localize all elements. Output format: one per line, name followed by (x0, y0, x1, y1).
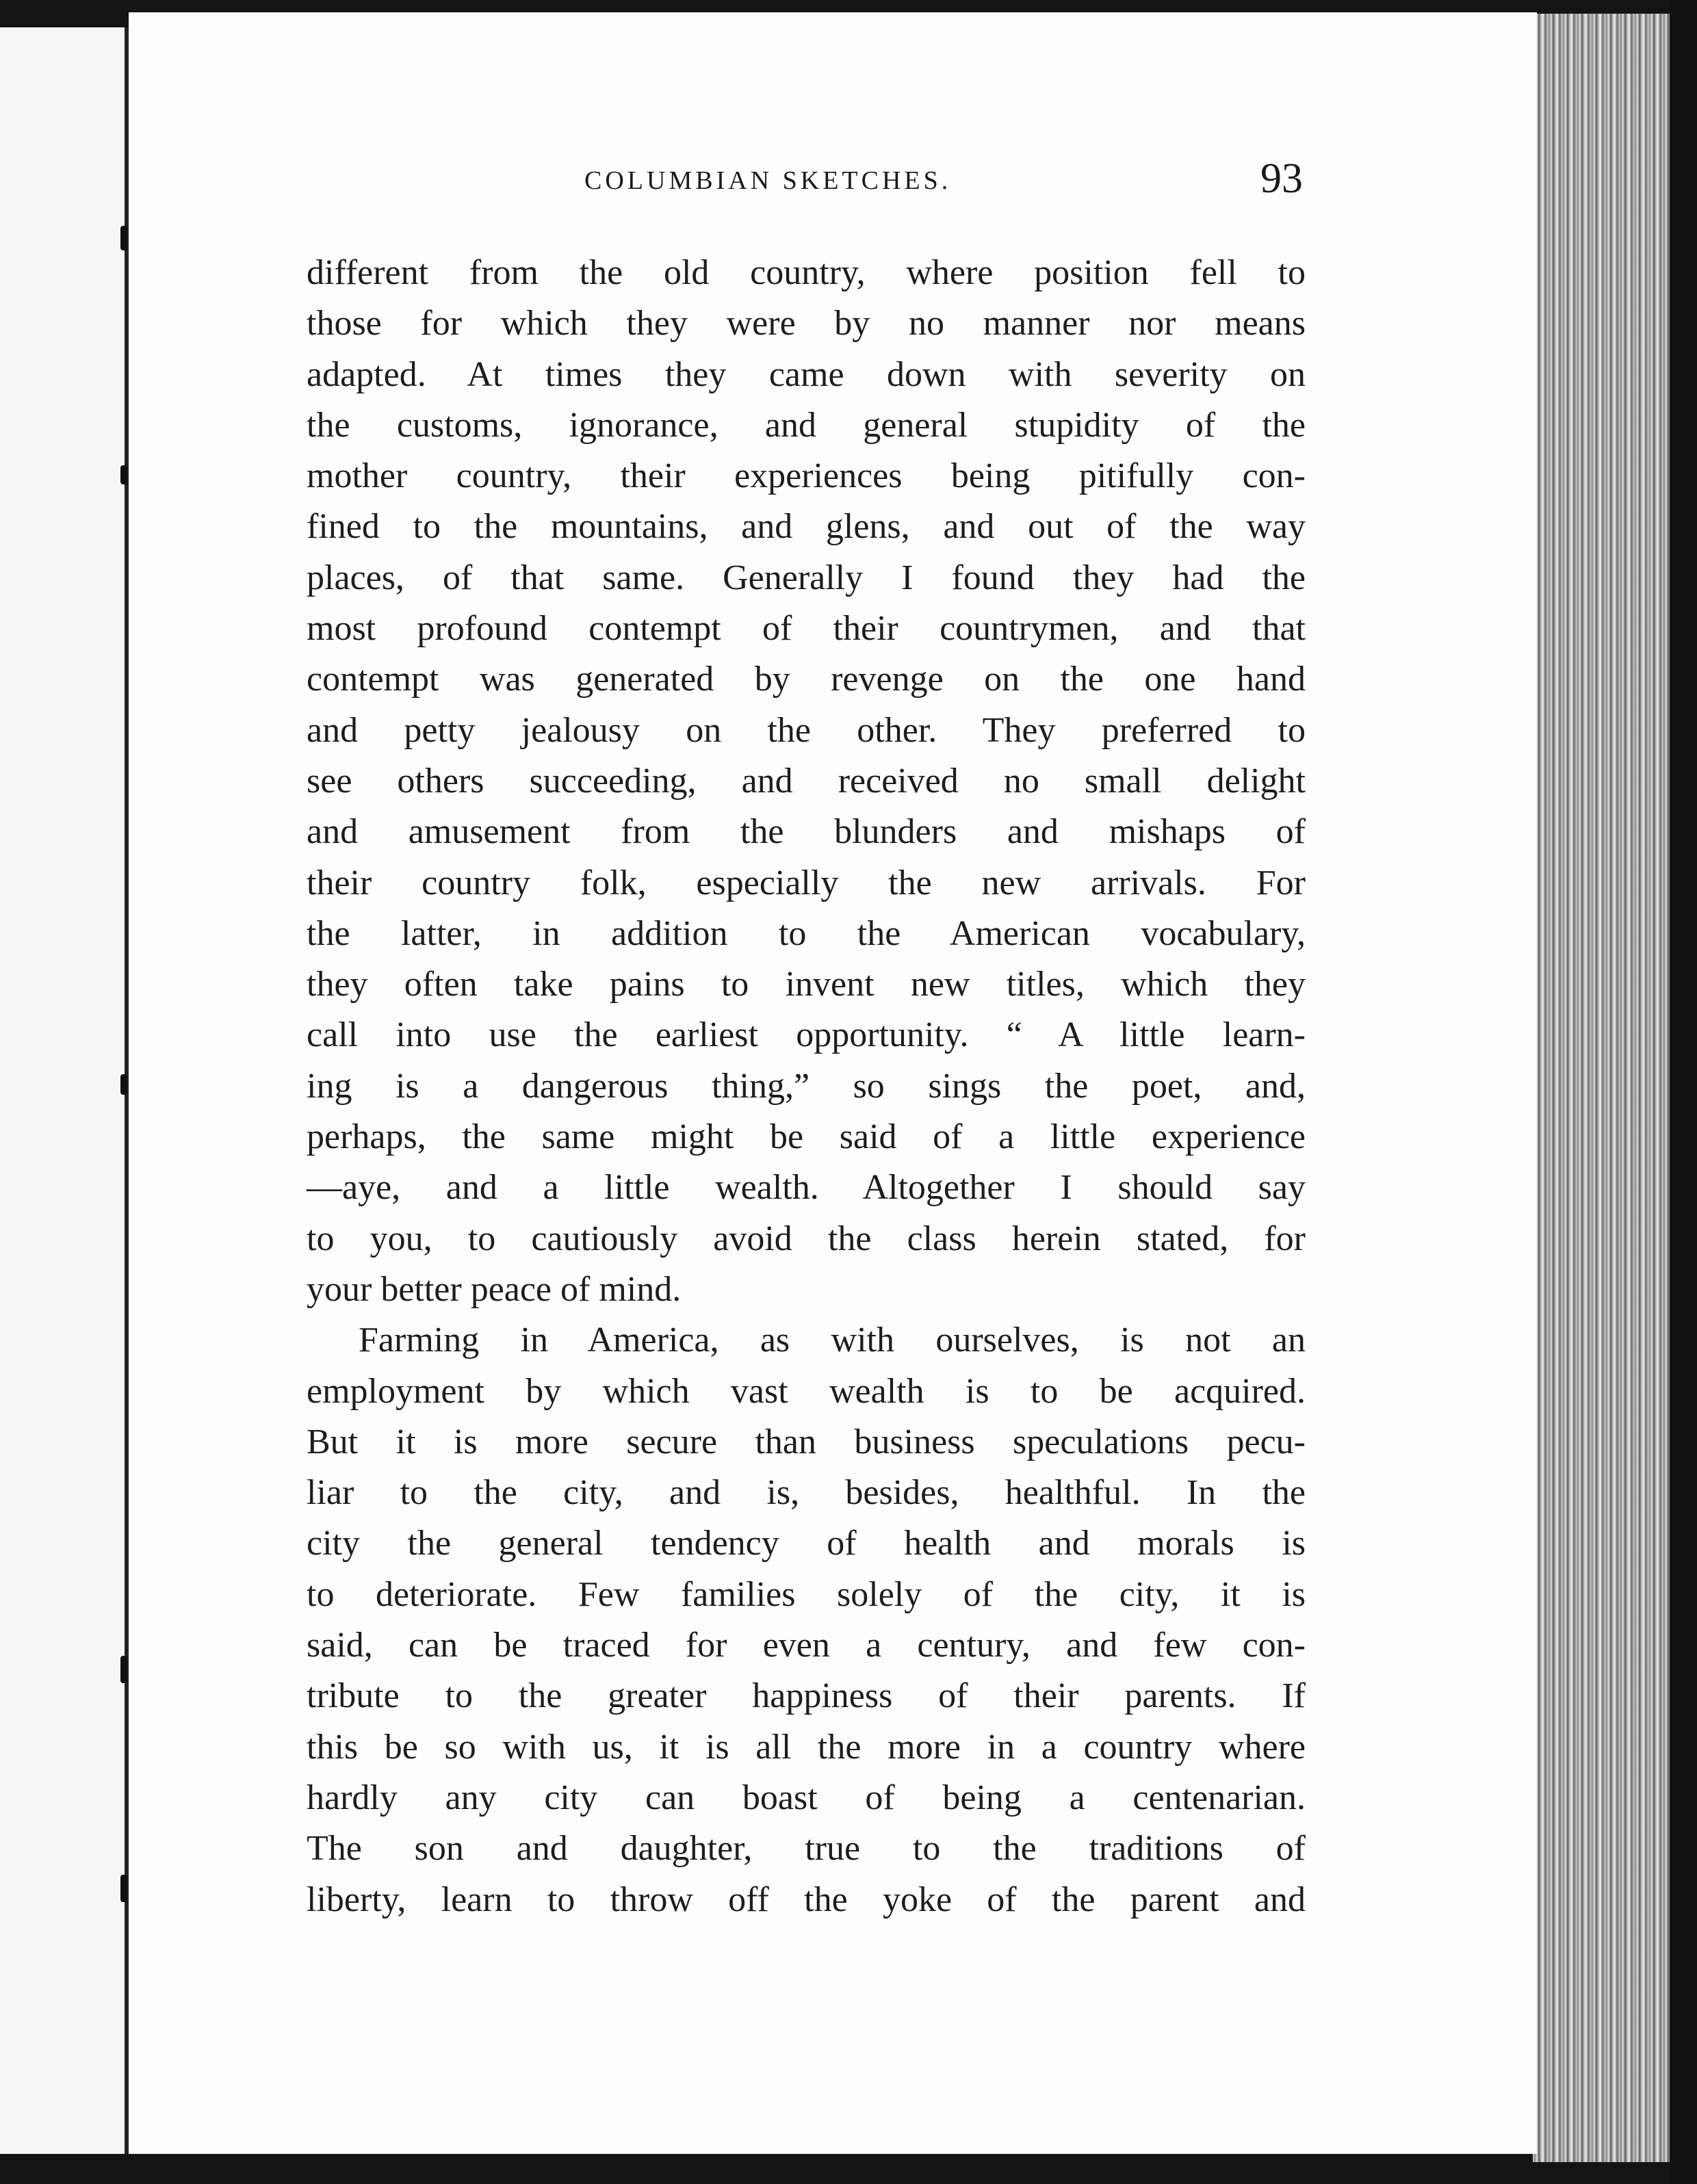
text-line: ing is a dangerous thing,” so sings the poet, and, (307, 1066, 1306, 1106)
text-line: call into use the earliest opportunity. “ A little learn- (307, 1015, 1306, 1055)
body-text (307, 248, 1306, 1925)
text-line: hardly any city can boast of being a centenarian. (307, 1778, 1306, 1817)
text-line: The son and daughter, true to the traditions of (307, 1829, 1306, 1869)
text-line: to you, to cautiously avoid the class herein stated, for (307, 1219, 1306, 1258)
text-line: adapted. At times they came down with severity on (307, 354, 1306, 394)
text-line: perhaps, the same might be said of a little experience (307, 1117, 1306, 1157)
text-line: the latter, in addition to the American vocabulary, (307, 913, 1306, 953)
text-line: city the general tendency of health and morals is (307, 1524, 1306, 1563)
text-line: see others succeeding, and received no small delight (307, 761, 1306, 801)
binding-mark (120, 465, 127, 484)
text-line: their country folk, especially the new arrivals. For (307, 863, 1306, 902)
text-line: —aye, and a little wealth. Altogether I should say (307, 1168, 1306, 1208)
text-line: places, of that same. Generally I found they had the (307, 558, 1306, 597)
text-line: most profound contempt of their countrymen, and that (307, 609, 1306, 649)
binding-mark (120, 226, 127, 250)
text-line: to deteriorate. Few families solely of the city, it is (307, 1574, 1306, 1614)
text-line: mother country, their experiences being pitifully con- (307, 456, 1306, 496)
text-line: employment by which vast wealth is to be acquired. (307, 1371, 1306, 1411)
text-line: and amusement from the blunders and mishaps of (307, 812, 1306, 852)
text-line: and petty jealousy on the other. They preferred to (307, 710, 1306, 750)
text-line: said, can be traced for even a century, and few con- (307, 1626, 1306, 1665)
binding-mark (120, 1875, 127, 1902)
text-line: liberty, learn to throw off the yoke of the parent and (307, 1880, 1306, 1919)
text-line: fined to the mountains, and glens, and out of the way (307, 507, 1306, 547)
text-line: liar to the city, and is, besides, healthful. In the (307, 1473, 1306, 1513)
running-head (311, 155, 1303, 213)
text-line: this be so with us, it is all the more in a country where (307, 1727, 1306, 1767)
binding-mark (120, 1074, 127, 1095)
running-title: COLUMBIAN SKETCHES. (584, 166, 952, 195)
binding-mark (120, 1656, 127, 1683)
text-line: different from the old country, where position fell to (307, 253, 1306, 292)
text-line: contempt was generated by revenge on the one hand (307, 660, 1306, 699)
page-edges (1533, 14, 1670, 2162)
text-line: the customs, ignorance, and general stupidity of the (307, 405, 1306, 445)
text-line: they often take pains to invent new titles, which they (307, 965, 1306, 1004)
text-line: Farming in America, as with ourselves, is not an (359, 1321, 1306, 1360)
text-line: But it is more secure than business speculations pecu- (307, 1422, 1306, 1461)
text-line: those for which they were by no manner nor means (307, 304, 1306, 343)
text-line: tribute to the greater happiness of their parents. If (307, 1676, 1306, 1716)
page-edges-shadow (1670, 0, 1697, 2184)
text-line: your better peace of mind. (307, 1269, 682, 1309)
page-number: 93 (1260, 155, 1303, 202)
previous-page-margin (0, 27, 129, 2154)
